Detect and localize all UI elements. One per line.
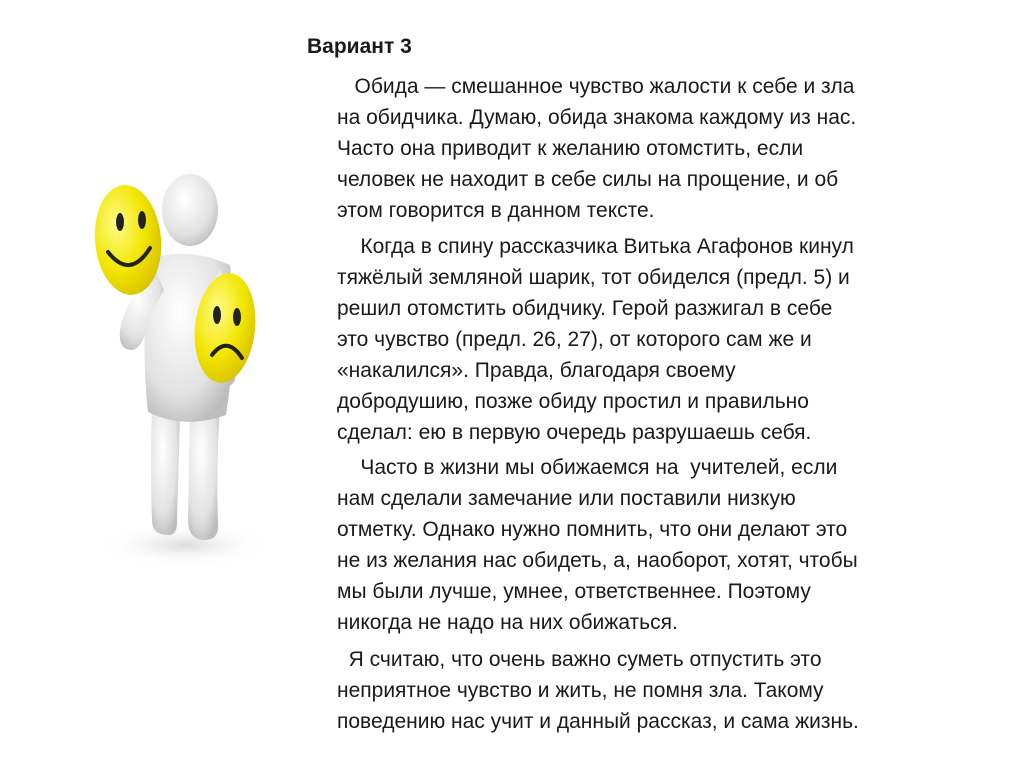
text-line: «накалился». Правда, благодаря своему [337,359,736,382]
text-line: на обидчика. Думаю, обида знакома каждому из нас. [337,106,857,129]
text-line: человек не находит в себе силы на прощение, и об [337,168,839,191]
text-line: никогда не надо на них обижаться. [337,611,678,634]
text-line: Часто она приводит к желанию отомстить, если [337,137,804,160]
paragraph-2 [337,231,997,448]
text-line: мы были лучше, умнее, ответственнее. Поэтому [337,580,811,603]
text-line: не из желания нас обидеть, а, наоборот, хотят, чтобы [337,549,858,572]
text-line: тяжёлый земляной шарик, тот обиделся (предл. 5) и [337,266,850,289]
text-line: Когда в спину рассказчика Витька Агафонов кинул [337,235,854,258]
text-line: Часто в жизни мы обижаемся на учителей, если [337,456,838,479]
text-line: добродушию, позже обиду простил и правильно [337,390,809,413]
paragraph-1 [337,71,997,226]
paragraph-3 [337,452,997,638]
text-line: Обида — смешанное чувство жалости к себе и зла [337,75,855,98]
ground-shadow [100,523,270,567]
slide-title: Вариант 3 [307,35,412,58]
text-line: этом говорится в данном тексте. [337,199,655,222]
paragraph-4 [337,644,997,737]
text-line: Я считаю, что очень важно суметь отпустить это [337,648,822,671]
figure-with-masks-illustration [80,150,270,570]
text-line: поведению нас учит и данный рассказ, и сама жизнь. [337,710,859,733]
text-line: сделал: ею в первую очередь разрушаешь себя. [337,421,812,444]
text-line: решил отомстить обидчику. Герой разжигал в себе [337,297,833,320]
text-line: нам сделали замечание или поставили низкую [337,487,796,510]
text-line: это чувство (предл. 26, 27), от которого сам же и [337,328,812,351]
text-line: отметку. Однако нужно помнить, что они делают это [337,518,848,541]
text-line: неприятное чувство и жить, не помня зла. Такому [337,679,824,702]
